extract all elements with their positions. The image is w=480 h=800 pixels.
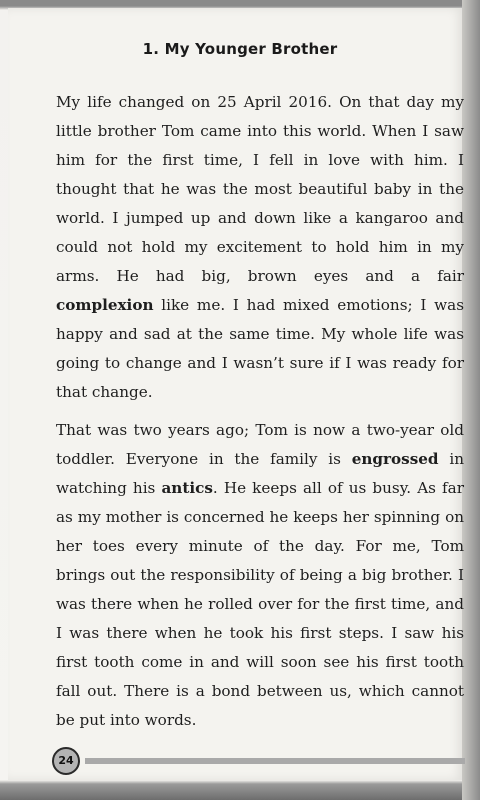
bold-term-complexion: complexion xyxy=(56,296,154,314)
paragraph-segment: My life changed on 25 April 2016. On that day my little brother Tom came into this world. When I saw him for the first time, I fell in love with him. I thought that he was the most beautiful baby in the world. I jumped up and down like a kangaroo and could not hold my excitement to hold him in my arms. He had big, brown eyes and a fair xyxy=(56,93,464,285)
paragraph-2 xyxy=(56,416,464,735)
paragraph-segment: . He keeps all of us busy. As far as my mother is concerned he keeps her spinning on her toes every minute of the day. For me, Tom brings out the responsibility of being a big brother. I was there when he rolled over for the first time, and I was there when he took his first steps. I saw his first tooth come in and will soon see his first tooth fall out. There is a bond between us, which cannot be put into words. xyxy=(56,479,464,729)
footer-bar xyxy=(85,758,465,764)
paragraph-1 xyxy=(56,88,464,407)
body-text xyxy=(56,88,464,744)
paragraph-segment: like me. I had mixed emotions; I was happy and sad at the same time. My whole life was going to change and I wasn’t sure if I was ready for that change. xyxy=(56,296,464,401)
chapter-title: 1. My Younger Brother xyxy=(142,40,338,58)
paragraph-segment: in watching his xyxy=(56,450,464,497)
bold-term-engrossed: engrossed xyxy=(351,450,439,468)
paragraph-segment: That was two years ago; Tom is now a two-year old toddler. Everyone in the family is xyxy=(56,421,464,468)
bold-term-antics: antics xyxy=(161,479,213,497)
page-edge xyxy=(462,0,480,800)
page-number: 24 xyxy=(52,747,80,775)
